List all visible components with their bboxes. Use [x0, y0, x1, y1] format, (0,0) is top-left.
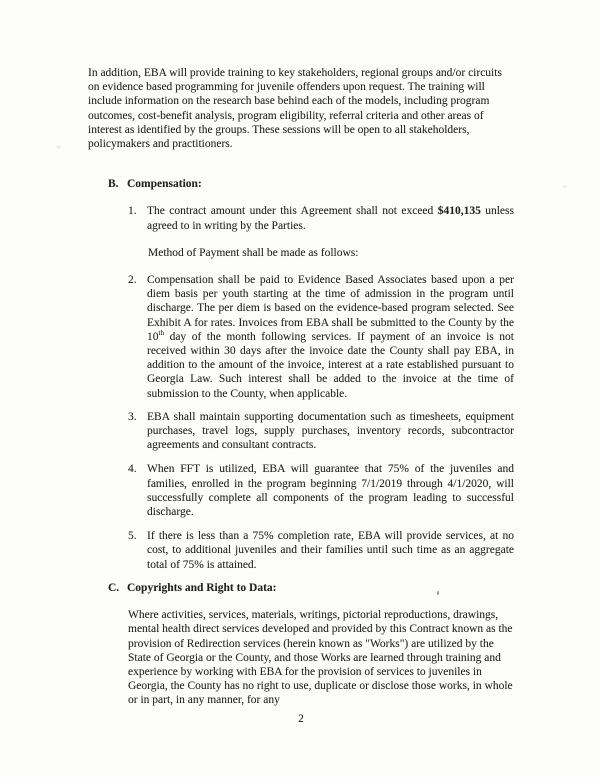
scan-speck — [562, 185, 567, 188]
item-1-text — [147, 204, 514, 232]
item-1-text-after: unless agreed to in writing by the Parties. — [147, 205, 514, 232]
contract-amount: $410,135 — [437, 205, 481, 218]
item-3-text: EBA shall maintain supporting documentation such as timesheets, equipment purchases, travel logs, supply purchases, inventory records, subcontractor agreements and consultant contracts. — [147, 410, 514, 452]
section-c-paragraph: Where activities, services, materials, writings, pictorial reproductions, drawings, mental health direct services developed and provided by this Contract known as the provision of Redirection services (herein known as "Works") are utilized by the State of Georgia or the County, and those Works are learned through training and experience by working with EBA for the provision of services to juveniles in Georgia, the County has no right to use, duplicate or disclose those works, in whole or in part, in any manner, for any — [128, 609, 513, 707]
item-4-text: When FFT is utilized, EBA will guarantee that 75% of the juveniles and families, enrolled in the program beginning 7/1/2019 through 4/1/2020, will successfully complete all components of the program leading to successful discharge. — [147, 463, 514, 519]
list-item-4 — [128, 462, 514, 519]
list-item-5 — [128, 529, 514, 572]
item-4-number: 4. — [128, 463, 137, 476]
section-c-heading — [108, 581, 514, 595]
list-item-2 — [128, 273, 514, 401]
scan-speck — [56, 145, 61, 149]
item-5-number: 5. — [128, 530, 137, 543]
item-5-text: If there is less than a 75% completion rate, EBA will provide services, at no cost, to additional juveniles and their families until such time as an aggregate total of 75% is attained. — [147, 530, 514, 571]
item-1-text-before: The contract amount under this Agreement shall not exceed — [147, 205, 438, 218]
method-of-payment-line: Method of Payment shall be made as follows: — [148, 246, 359, 259]
section-c-letter: C. — [108, 581, 120, 594]
section-c-title: Copyrights and Right to Data: — [127, 581, 277, 594]
ordinal-suffix: th — [158, 329, 165, 338]
section-b-title: Compensation: — [127, 178, 202, 191]
intro-paragraph: In addition, EBA will provide training to key stakeholders, regional groups and/or circuits on evidence based programming for juvenile offenders upon request. The training will include information on the research base behind each of the models, including program outcomes, cost-benefit analysis, program eligibility, referral criteria and other areas of interest as identified by the groups. These sessions will be open to all stakeholders, policymakers and practitioners. — [88, 67, 502, 151]
item-2-text-before: Compensation shall be paid to Evidence Based Associates based upon a per diem basis per youth starting at the time of admission in the program until discharge. The per diem is based on the evidence-based program selected. See Exhibit A for rates. Invoices from EBA shall be submitted to the County by the 10 — [147, 274, 514, 343]
list-item-3 — [128, 410, 514, 453]
item-2-text-after: day of the month following services. If payment of an invoice is not received within 30 days after the invoice date the County shall pay EBA, in addition to the amount of the invoice, interest at a rate established pursuant to Georgia Law. Such interest shall be added to the invoice at the time of submission to the County, when applicable. — [147, 330, 514, 400]
item-2-number: 2. — [128, 274, 137, 287]
section-b-letter: B. — [108, 178, 119, 191]
item-2-text — [147, 273, 514, 401]
item-3-number: 3. — [128, 410, 137, 423]
list-item-1 — [128, 204, 514, 232]
item-1-number: 1. — [128, 205, 137, 218]
page-number: 2 — [298, 712, 304, 725]
section-b-heading — [108, 177, 514, 191]
